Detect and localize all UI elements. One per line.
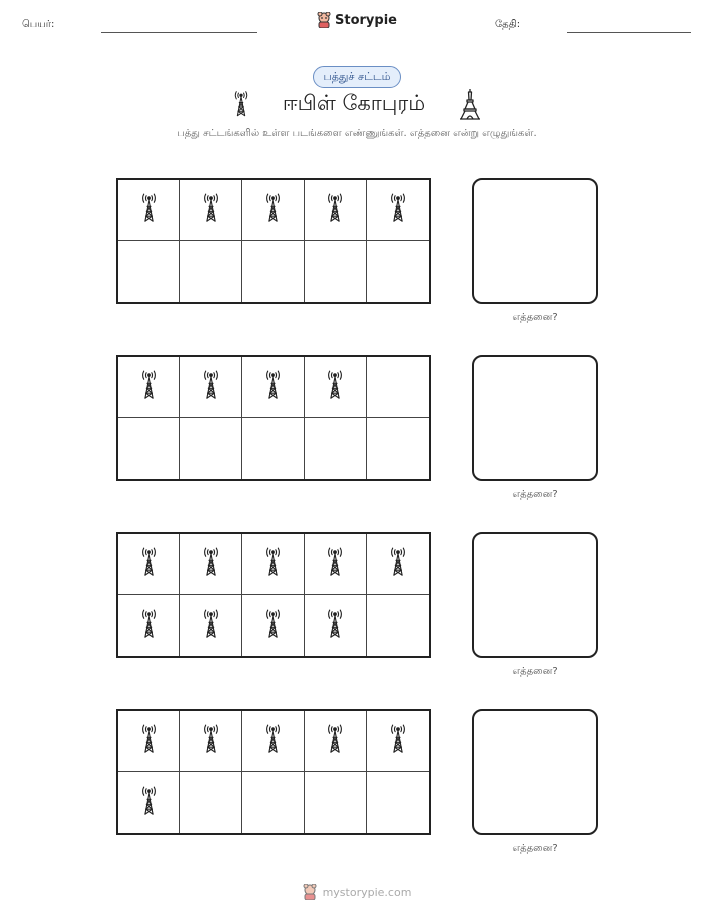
radio-tower-icon <box>140 781 158 825</box>
ten-frame-cell <box>180 180 242 241</box>
ten-frame-cell <box>367 711 429 772</box>
ten-frame-cell <box>367 241 429 302</box>
radio-tower-icon <box>264 719 282 763</box>
ten-frame-cell <box>305 711 367 772</box>
ten-frame-cell <box>242 772 304 833</box>
ten-frame-cell <box>242 241 304 302</box>
answer-box-3[interactable] <box>472 532 598 658</box>
ten-frame-cell <box>305 772 367 833</box>
ten-frame-cell <box>305 595 367 656</box>
ten-frame-cell <box>305 534 367 595</box>
radio-tower-icon <box>264 604 282 648</box>
ten-frame-cell <box>242 711 304 772</box>
page-title: ஈபிள் கோபுரம் <box>282 90 426 115</box>
radio-tower-icon <box>326 542 344 586</box>
brand-name: Storypie <box>335 12 397 28</box>
instructions: பத்து சட்டங்களில் உள்ள படங்களை எண்ணுங்கள். எத்தனை என்று எழுதுங்கள். <box>177 128 537 139</box>
ten-frame-cell <box>180 418 242 479</box>
answer-box-2[interactable] <box>472 355 598 481</box>
ten-frame-cell <box>367 418 429 479</box>
ten-frame-cell <box>118 357 180 418</box>
radio-tower-icon <box>140 542 158 586</box>
name-field[interactable] <box>101 32 257 33</box>
ten-frame-3 <box>116 532 431 658</box>
ten-frame-cell <box>367 772 429 833</box>
radio-tower-icon <box>264 365 282 409</box>
date-field[interactable] <box>567 32 691 33</box>
name-label: பெயர்: <box>22 19 55 30</box>
answer-prompt-2: எத்தனை? <box>512 489 558 500</box>
radio-tower-icon <box>140 604 158 648</box>
mascot-icon <box>303 884 317 900</box>
footer-site: mystorypie.com <box>322 885 412 899</box>
ten-frame-cell <box>118 711 180 772</box>
ten-frame-cell <box>118 534 180 595</box>
mascot-icon <box>317 12 331 28</box>
ten-frame-cell <box>242 595 304 656</box>
answer-box-4[interactable] <box>472 709 598 835</box>
ten-frame-cell <box>367 180 429 241</box>
ten-frame-cell <box>305 418 367 479</box>
ten-frame-cell <box>367 595 429 656</box>
ten-frame-cell <box>242 534 304 595</box>
radio-tower-icon <box>202 365 220 409</box>
radio-tower-icon <box>140 365 158 409</box>
ten-frame-1 <box>116 178 431 304</box>
answer-prompt-4: எத்தனை? <box>512 843 558 854</box>
ten-frame-cell <box>367 534 429 595</box>
worksheet-type-badge: பத்துச் சட்டம் <box>313 66 401 88</box>
ten-frame-cell <box>180 357 242 418</box>
radio-tower-icon <box>326 365 344 409</box>
radio-tower-icon <box>264 542 282 586</box>
ten-frame-cell <box>180 772 242 833</box>
ten-frame-2 <box>116 355 431 481</box>
ten-frame-cell <box>118 180 180 241</box>
ten-frame-cell <box>242 180 304 241</box>
worksheet-title <box>0 88 714 122</box>
radio-tower-icon <box>326 188 344 232</box>
radio-tower-icon <box>389 542 407 586</box>
answer-box-1[interactable] <box>472 178 598 304</box>
footer <box>0 884 714 904</box>
ten-frame-cell <box>305 180 367 241</box>
radio-tower-icon <box>202 188 220 232</box>
radio-tower-icon <box>389 719 407 763</box>
ten-frame-cell <box>118 772 180 833</box>
eiffel-tower-icon <box>459 88 481 120</box>
date-label: தேதி: <box>495 19 521 30</box>
ten-frame-cell <box>367 357 429 418</box>
brand-logo <box>0 12 714 32</box>
ten-frame-4 <box>116 709 431 835</box>
radio-tower-icon <box>264 188 282 232</box>
radio-tower-icon <box>233 90 249 118</box>
radio-tower-icon <box>202 604 220 648</box>
radio-tower-icon <box>202 719 220 763</box>
answer-prompt-1: எத்தனை? <box>512 312 558 323</box>
ten-frame-cell <box>180 534 242 595</box>
radio-tower-icon <box>326 719 344 763</box>
radio-tower-icon <box>140 188 158 232</box>
radio-tower-icon <box>140 719 158 763</box>
ten-frame-cell <box>180 711 242 772</box>
ten-frame-cell <box>118 595 180 656</box>
ten-frame-cell <box>242 418 304 479</box>
radio-tower-icon <box>202 542 220 586</box>
ten-frame-cell <box>180 241 242 302</box>
ten-frame-cell <box>305 241 367 302</box>
ten-frame-cell <box>118 418 180 479</box>
radio-tower-icon <box>326 604 344 648</box>
ten-frame-cell <box>118 241 180 302</box>
ten-frame-cell <box>305 357 367 418</box>
answer-prompt-3: எத்தனை? <box>512 666 558 677</box>
ten-frame-cell <box>242 357 304 418</box>
ten-frame-cell <box>180 595 242 656</box>
radio-tower-icon <box>389 188 407 232</box>
